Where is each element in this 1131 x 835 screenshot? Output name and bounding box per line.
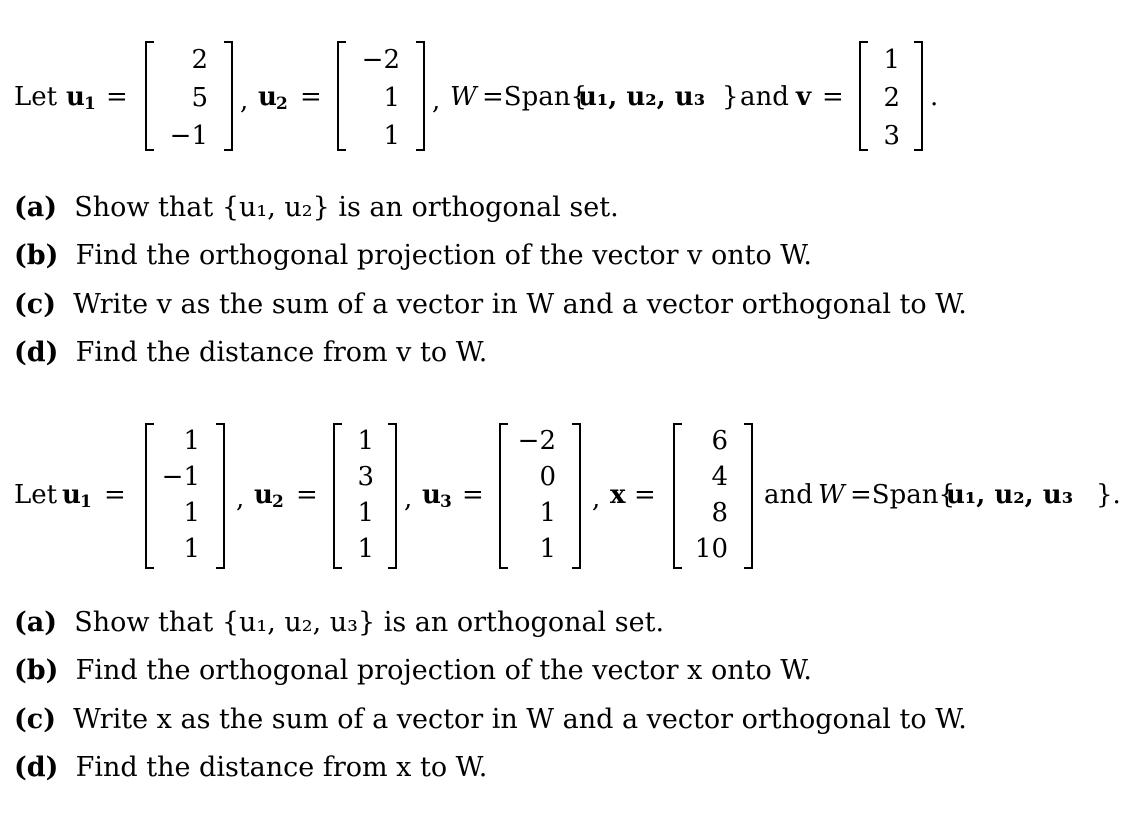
matrix-entry: 1 (357, 498, 374, 528)
u1-subscript: 1 (80, 492, 92, 512)
equals-sign: = (300, 82, 322, 112)
matrix-entry: 1 (183, 498, 200, 528)
let-label: Let (14, 82, 58, 112)
equals-sign: = (462, 480, 484, 510)
u2-symbol: u (258, 82, 277, 112)
problem-2-part-b: (b) Find the orthogonal projection of the vector x onto W. (14, 655, 812, 686)
matrix-entry: 6 (711, 426, 728, 456)
matrix-entry: 1 (383, 121, 400, 151)
and-word: and (740, 82, 789, 112)
problem-1-part-b: (b) Find the orthogonal projection of the vector v onto W. (14, 240, 812, 271)
span-open: =Span{ (482, 82, 588, 112)
problem-2-part-d: (d) Find the distance from x to W. (14, 752, 488, 783)
w-symbol: W (450, 82, 477, 112)
matrix-entry: 1 (357, 426, 374, 456)
matrix-entry: 1 (883, 45, 900, 75)
equals-sign: = (822, 82, 844, 112)
u3-subscript: 3 (440, 492, 452, 512)
matrix-entry: 1 (539, 534, 556, 564)
problem-2-part-a: (a) Show that {u₁, u₂, u₃} is an orthogonal set. (14, 607, 665, 638)
matrix-entry: 1 (183, 534, 200, 564)
u2-column-vector (336, 40, 426, 152)
v-symbol: v (796, 82, 812, 112)
and-word: and (764, 480, 813, 510)
matrix-entry: 1 (357, 534, 374, 564)
x-column-vector (672, 422, 754, 570)
u2-symbol: u (254, 480, 273, 510)
u1-column-vector (144, 422, 226, 570)
comma: , (432, 86, 441, 116)
comma: , (240, 86, 249, 116)
u1-column-vector (144, 40, 234, 152)
span-close: } (722, 82, 739, 112)
comma: , (592, 484, 601, 514)
matrix-entry: 2 (191, 45, 208, 75)
span-vector-list: u₁, u₂, u₃ (946, 480, 1074, 510)
problem-1-part-d: (d) Find the distance from v to W. (14, 337, 488, 368)
matrix-entry: 3 (883, 121, 900, 151)
matrix-entry: 1 (539, 498, 556, 528)
matrix-entry: −2 (361, 45, 400, 75)
span-vector-list: u₁, u₂, u₃ (578, 82, 706, 112)
u2-subscript: 2 (272, 492, 284, 512)
problem-2-part-c: (c) Write x as the sum of a vector in W and a vector orthogonal to W. (14, 704, 967, 735)
u1-symbol: u (62, 480, 81, 510)
u3-column-vector (498, 422, 582, 570)
w-symbol: W (818, 480, 845, 510)
u1-subscript: 1 (84, 94, 96, 114)
matrix-entry: 8 (711, 498, 728, 528)
period: . (930, 82, 939, 112)
u3-symbol: u (422, 480, 441, 510)
span-close: }. (1096, 480, 1121, 510)
problem-1-part-a: (a) Show that {u₁, u₂} is an orthogonal set. (14, 192, 619, 223)
u1-symbol: u (66, 82, 85, 112)
matrix-entry: 4 (711, 462, 728, 492)
span-open: =Span{ (850, 480, 956, 510)
u2-subscript: 2 (276, 94, 288, 114)
matrix-entry: 5 (191, 83, 208, 113)
equals-sign: = (104, 480, 126, 510)
matrix-entry: −1 (169, 121, 208, 151)
comma: , (404, 484, 413, 514)
equals-sign: = (634, 480, 656, 510)
problem-1-part-c: (c) Write v as the sum of a vector in W and a vector orthogonal to W. (14, 289, 967, 320)
x-symbol: x (610, 480, 626, 510)
matrix-entry: −2 (517, 426, 556, 456)
matrix-entry: 1 (383, 83, 400, 113)
matrix-entry: 2 (883, 83, 900, 113)
matrix-entry: 3 (357, 462, 374, 492)
let-label: Let (14, 480, 58, 510)
v-column-vector (858, 40, 924, 152)
matrix-entry: 10 (694, 534, 728, 564)
equals-sign: = (296, 480, 318, 510)
matrix-entry: −1 (161, 462, 200, 492)
u2-column-vector (332, 422, 398, 570)
comma: , (236, 484, 245, 514)
matrix-entry: 1 (183, 426, 200, 456)
matrix-entry: 0 (539, 462, 556, 492)
equals-sign: = (106, 82, 128, 112)
